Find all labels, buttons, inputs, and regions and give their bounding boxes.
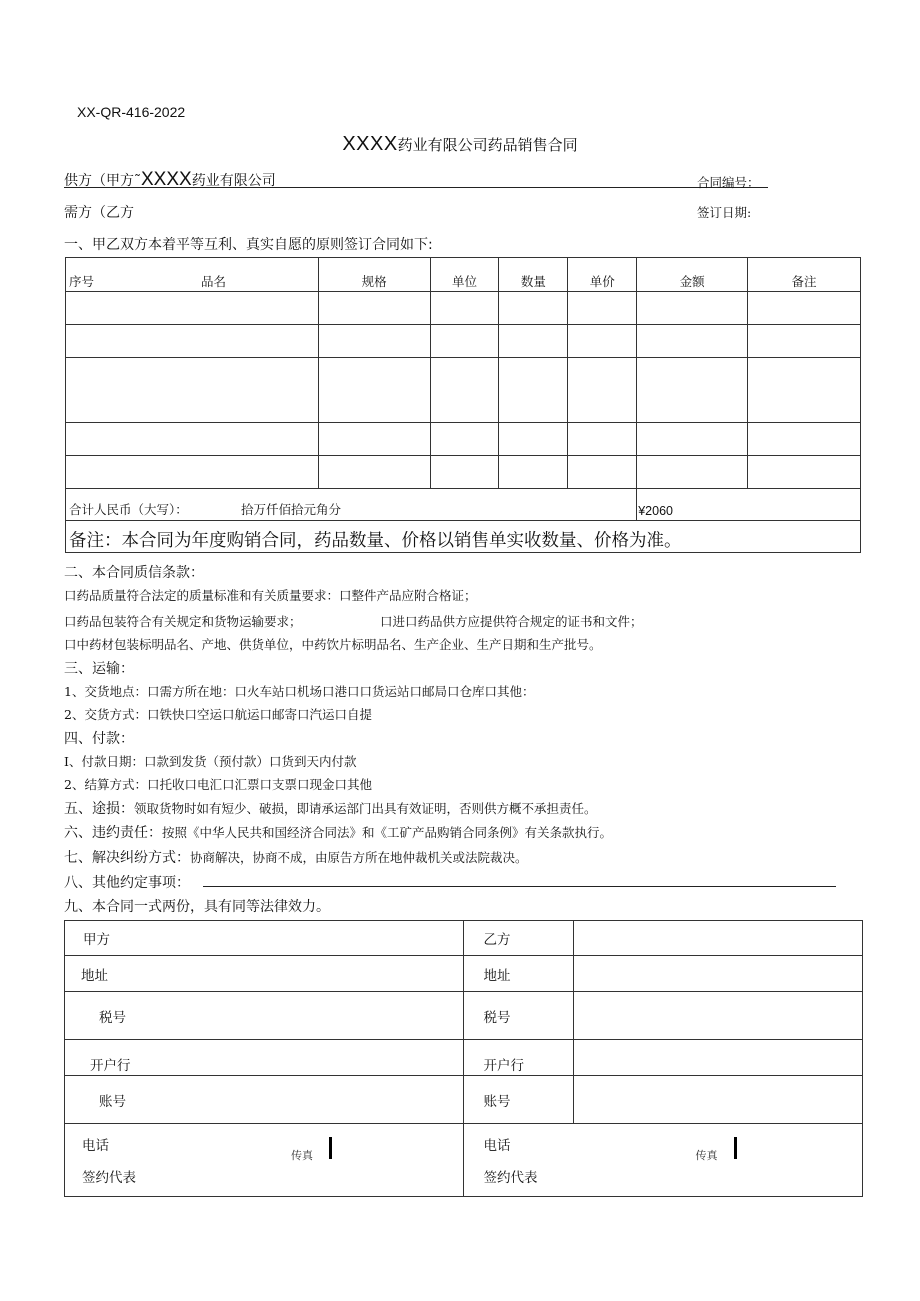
section7 (64, 847, 528, 867)
party-a-fax: 传真 (291, 1149, 313, 1162)
table-cell[interactable] (430, 423, 499, 456)
supplier-name-big: XXXX (141, 169, 192, 190)
party-a-signing-rep: 签约代表 (82, 1170, 136, 1186)
party-b-bank-value[interactable] (574, 1040, 863, 1076)
section5-heading: 五、途损： (64, 801, 134, 817)
total-amount[interactable]: ¥2060 (637, 489, 861, 521)
party-b-address-value[interactable] (574, 956, 863, 992)
party-a-phone: 电话 (82, 1138, 109, 1154)
section6-heading: 六、违约责任： (64, 825, 162, 841)
section2-heading: 二、本合同质信条款： (64, 565, 204, 581)
table-cell[interactable] (568, 325, 637, 358)
party-a-account[interactable]: 账号 (65, 1076, 464, 1124)
party-b-mark-icon (734, 1137, 737, 1159)
table-cell[interactable] (637, 292, 748, 325)
section6-text: 按照《中华人民共和国经济合同法》和《工矿产品购销合同条例》有关条款执行。 (162, 825, 613, 840)
party-b-tax-value[interactable] (574, 992, 863, 1040)
header-spec: 规格 (318, 258, 430, 292)
section6 (64, 822, 612, 842)
party-a-contact[interactable] (65, 1124, 464, 1197)
party-b-contact[interactable] (463, 1124, 863, 1197)
total-row (66, 489, 861, 521)
section3-heading: 三、运输： (64, 661, 134, 677)
section8-input-line[interactable] (203, 886, 836, 887)
document-number: XX-QR-416-2022 (77, 104, 186, 120)
contact-row (65, 1124, 863, 1197)
title-rest: 药业有限公司药品销售合同 (397, 136, 578, 154)
table-cell[interactable] (568, 292, 637, 325)
header-cell-index-name (66, 258, 319, 292)
table-cell[interactable] (748, 292, 861, 325)
party-b-address-label: 地址 (463, 956, 574, 992)
table-cell[interactable] (568, 358, 637, 423)
section2-line3: 口中药材包装标明品名、产地、供货单位，中药饮片标明品名、生产企业、生产日期和生产批号。 (64, 637, 602, 652)
account-row (65, 1076, 863, 1124)
table-cell[interactable] (318, 325, 430, 358)
header-quantity: 数量 (499, 258, 568, 292)
note-row (66, 521, 861, 553)
table-cell[interactable] (748, 456, 861, 489)
section4-heading: 四、付款： (64, 731, 134, 747)
party-a-address[interactable]: 地址 (65, 956, 464, 992)
contract-number-label: 合同编号： (697, 175, 760, 190)
table-cell[interactable] (499, 325, 568, 358)
section8-heading: 八、其他约定事项： (64, 875, 190, 891)
section2-line2a: 口药品包装符合有关规定和货物运输要求； (64, 614, 302, 629)
table-cell[interactable] (318, 423, 430, 456)
party-row (65, 921, 863, 956)
tax-row (65, 992, 863, 1040)
total-units: 拾万仟佰拾元角分 (241, 502, 342, 517)
section1-heading: 一、甲乙双方本着平等互利、真实自愿的原则签订合同如下: (64, 237, 433, 253)
table-cell[interactable] (66, 358, 319, 423)
supplier-label: 供方（甲方˜ (64, 173, 141, 189)
table-cell[interactable] (318, 456, 430, 489)
table-cell[interactable] (637, 358, 748, 423)
header-unit-price: 单价 (568, 258, 637, 292)
table-row (66, 325, 861, 358)
table-row (66, 423, 861, 456)
table-cell[interactable] (66, 292, 319, 325)
party-a-label: 甲方 (65, 921, 464, 956)
header-name: 品名 (201, 274, 227, 289)
party-b-fax: 传真 (695, 1149, 718, 1162)
bank-row (65, 1040, 863, 1076)
table-cell[interactable] (748, 358, 861, 423)
table-cell[interactable] (430, 358, 499, 423)
signature-table (64, 920, 863, 1197)
supplier-line (64, 169, 276, 191)
header-index: 序号 (69, 274, 95, 289)
header-remark: 备注 (748, 258, 861, 292)
table-cell[interactable] (66, 456, 319, 489)
party-a-bank[interactable]: 开户行 (65, 1040, 464, 1076)
header-amount: 金额 (637, 258, 748, 292)
table-note: 备注：本合同为年度购销合同，药品数量、价格以销售单实收数量、价格为准。 (66, 521, 861, 553)
table-cell[interactable] (318, 358, 430, 423)
section9-heading: 九、本合同一式两份，具有同等法律效力。 (64, 899, 330, 915)
contract-title (0, 133, 920, 156)
party-a-mark-icon (329, 1137, 332, 1159)
table-cell[interactable] (499, 358, 568, 423)
table-cell[interactable] (748, 423, 861, 456)
title-company: XXXX (342, 133, 398, 155)
supplier-name-rest: 药业有限公司 (191, 173, 276, 189)
sign-date-label: 签订日期: (697, 205, 752, 220)
party-b-signing-rep: 签约代表 (483, 1170, 538, 1186)
section4-line2: 2、结算方式：口托收口电汇口汇票口支票口现金口其他 (64, 777, 372, 792)
section3-line2: 2、交货方式：口铁快口空运口航运口邮寄口汽运口自提 (64, 707, 372, 722)
goods-header-row (66, 258, 861, 292)
buyer-label: 需方（乙方 (64, 205, 134, 221)
table-cell[interactable] (66, 423, 319, 456)
table-cell[interactable] (499, 423, 568, 456)
party-b-tax-label: 税号 (463, 992, 574, 1040)
section5-text: 领取货物时如有短少、破损，即请承运部门出具有效证明，否则供方概不承担责任。 (134, 801, 597, 816)
section2-line1: 口药品质量符合法定的质量标准和有关质量要求：口整件产品应附合格证； (64, 588, 477, 603)
total-words-cell[interactable] (66, 489, 637, 521)
section4-line1: I、付款日期：口款到发货（预付款）口货到天内付款 (64, 754, 357, 769)
section5 (64, 798, 597, 818)
table-cell[interactable] (430, 292, 499, 325)
section7-text: 协商解决，协商不成，由原告方所在地仲裁机关或法院裁决。 (190, 850, 528, 865)
table-cell[interactable] (637, 423, 748, 456)
table-cell[interactable] (748, 325, 861, 358)
table-cell[interactable] (499, 456, 568, 489)
total-label: 合计人民币（大写）： (69, 502, 188, 517)
goods-table (65, 257, 861, 553)
section2-line2b: 口进口药品供方应提供符合规定的证书和文件； (380, 614, 643, 629)
table-cell[interactable] (568, 456, 637, 489)
table-cell[interactable] (637, 456, 748, 489)
table-cell[interactable] (430, 456, 499, 489)
table-cell[interactable] (568, 423, 637, 456)
section7-heading: 七、解决纠纷方式： (64, 850, 190, 866)
table-cell[interactable] (499, 292, 568, 325)
party-b-account-label: 账号 (463, 1076, 574, 1124)
table-cell[interactable] (637, 325, 748, 358)
address-row (65, 956, 863, 992)
table-cell[interactable] (318, 292, 430, 325)
table-row (66, 456, 861, 489)
header-unit: 单位 (430, 258, 499, 292)
table-cell[interactable] (430, 325, 499, 358)
party-b-value[interactable] (574, 921, 863, 956)
table-row (66, 292, 861, 325)
party-b-bank-label: 开户行 (463, 1040, 574, 1076)
section3-line1: 1、交货地点：口需方所在地：口火车站口机场口港口口货运站口邮局口仓库口其他： (64, 684, 535, 699)
table-cell[interactable] (66, 325, 319, 358)
party-b-phone: 电话 (483, 1138, 511, 1154)
party-a-tax[interactable]: 税号 (65, 992, 464, 1040)
party-b-label: 乙方 (463, 921, 574, 956)
party-b-account-value[interactable] (574, 1076, 863, 1124)
table-row (66, 358, 861, 423)
